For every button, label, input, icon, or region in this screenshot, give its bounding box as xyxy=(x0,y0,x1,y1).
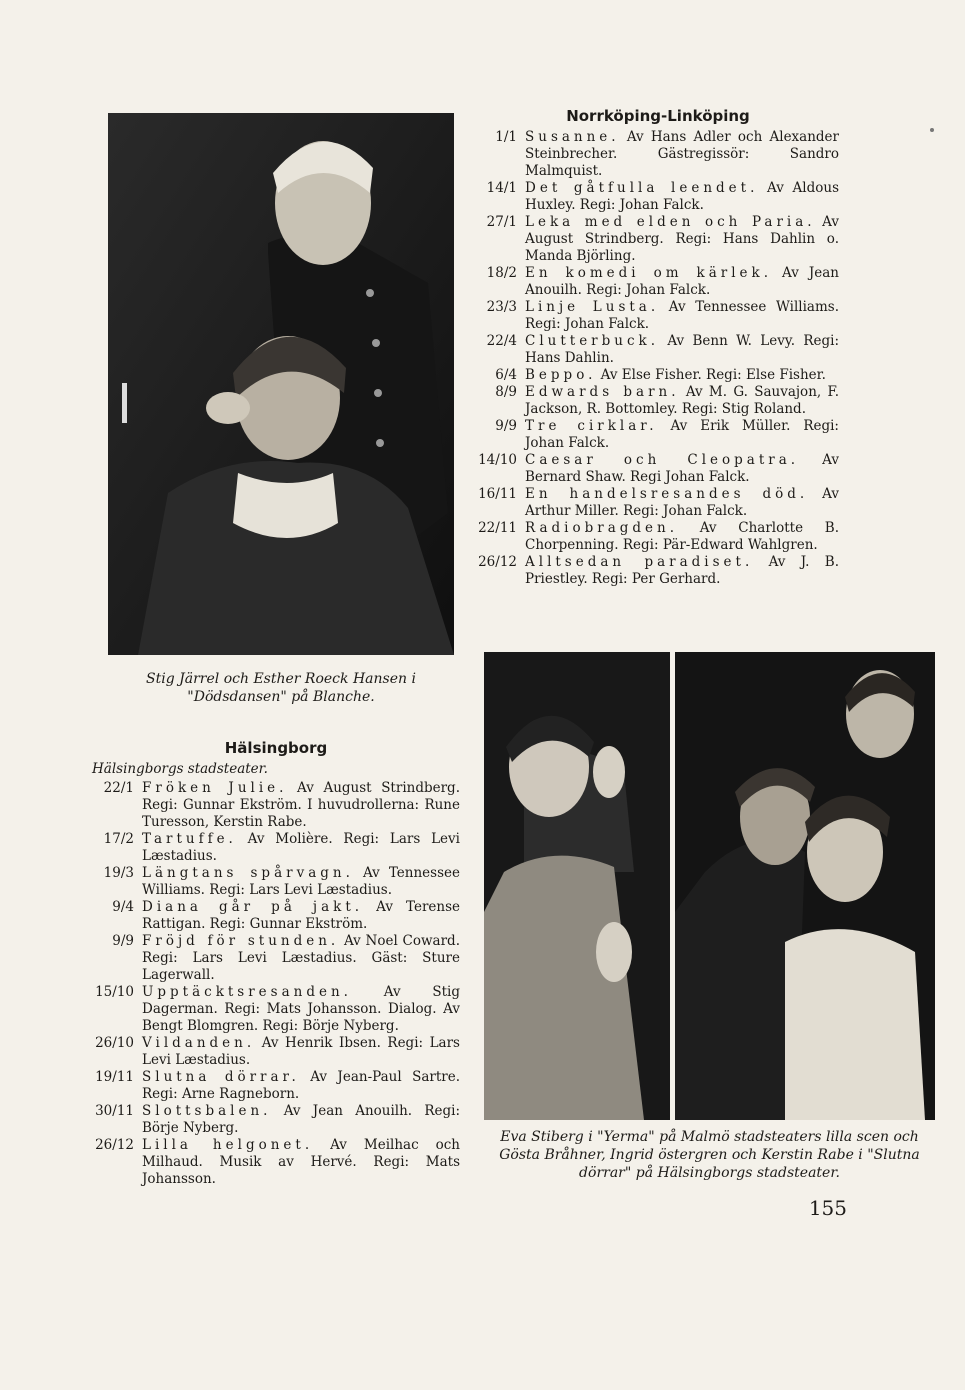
entry-date: 9/9 xyxy=(112,933,134,949)
entry-date: 14/10 xyxy=(478,452,517,468)
caption-yerma-slutna: Eva Stiberg i "Yerma" på Malmö stadsteaters lilla scen och Gösta Bråhner, Ingrid östergren och Kerstin Rabe i "Slutna dörrar" på Hälsingborgs stadsteater. xyxy=(499,1129,920,1181)
entry-list-halsingborg xyxy=(92,780,460,1188)
entry-title: Tartuffe. xyxy=(142,831,237,847)
production-entry xyxy=(92,780,460,831)
entry-details: Av Molière. Regi: Lars Levi Læstadius. xyxy=(142,831,460,864)
entry-text xyxy=(525,265,839,299)
entry-date: 26/12 xyxy=(95,1137,134,1153)
production-entry xyxy=(477,333,839,367)
entry-title: Lilla helgonet. xyxy=(142,1137,314,1153)
entry-text xyxy=(525,520,839,554)
production-entry xyxy=(92,1137,460,1188)
entry-text xyxy=(142,1137,460,1188)
entry-title: Upptäcktsresanden. xyxy=(142,984,352,1000)
entry-title: En komedi om kärlek. xyxy=(525,265,773,281)
entry-text xyxy=(525,180,839,214)
speck xyxy=(930,128,934,132)
section-norrkoping xyxy=(477,108,839,588)
production-entry xyxy=(477,486,839,520)
entry-date: 1/1 xyxy=(495,129,517,145)
production-entry xyxy=(477,129,839,180)
production-entry xyxy=(477,265,839,299)
subheading-halsingborg: Hälsingborgs stadsteater. xyxy=(92,761,268,777)
entry-title: Slutna dörrar. xyxy=(142,1069,300,1085)
entry-title: Vildanden. xyxy=(142,1035,256,1051)
production-entry xyxy=(92,1103,460,1137)
entry-details: Av Henrik Ibsen. Regi: Lars Levi Læstadius. xyxy=(142,1035,460,1068)
entry-date: 26/10 xyxy=(95,1035,134,1051)
entry-text xyxy=(525,129,839,180)
entry-details: Av J. B. Priestley. Regi: Per Gerhard. xyxy=(525,554,839,587)
entry-details: Av Terense Rattigan. Regi: Gunnar Ekström. xyxy=(142,899,460,932)
entry-title: Beppo. xyxy=(525,367,597,383)
section-halsingborg xyxy=(92,740,460,1188)
entry-details: Av August Strindberg. Regi: Gunnar Ekström. I huvudrollerna: Rune Turesson, Kerstin Rabe. xyxy=(142,780,460,830)
entry-details: Av Jean-Paul Sartre. Regi: Arne Ragneborn. xyxy=(142,1069,460,1102)
entry-date: 9/4 xyxy=(112,899,134,915)
entry-text xyxy=(525,554,839,588)
entry-title: Fröjd för stunden. xyxy=(142,933,340,949)
entry-date: 19/3 xyxy=(103,865,134,881)
production-entry xyxy=(477,367,839,384)
entry-text xyxy=(142,865,460,899)
entry-text xyxy=(525,299,839,333)
entry-text xyxy=(525,214,839,265)
entry-title: Tre cirklar. xyxy=(525,418,658,434)
caption-dodsdansen: Stig Järrel och Esther Roeck Hansen i "Dödsdansen" på Blanche. xyxy=(146,671,416,705)
entry-title: En handelsresandes död. xyxy=(525,486,809,502)
production-entry xyxy=(477,554,839,588)
entry-text xyxy=(525,333,839,367)
entry-text xyxy=(142,984,460,1035)
entry-details: Av Stig Dagerman. Regi: Mats Johansson. Dialog. Av Bengt Blomgren. Regi: Börje Nyberg. xyxy=(142,984,460,1034)
entry-details: Av August Strindberg. Regi: Hans Dahlin o. Manda Björling. xyxy=(525,214,840,264)
production-entry xyxy=(477,299,839,333)
entry-text xyxy=(142,933,460,984)
entry-title: Fröken Julie. xyxy=(142,780,288,796)
entry-date: 22/4 xyxy=(486,333,517,349)
page-number: 155 xyxy=(808,1196,847,1220)
entry-date: 27/1 xyxy=(486,214,517,230)
entry-date: 6/4 xyxy=(495,367,517,383)
entry-text xyxy=(142,899,460,933)
entry-title: Leka med elden och Paria. xyxy=(525,214,816,230)
entry-title: Det gåtfulla leendet. xyxy=(525,180,759,196)
entry-date: 26/12 xyxy=(478,554,517,570)
entry-text xyxy=(525,418,839,452)
production-entry xyxy=(92,1069,460,1103)
production-entry xyxy=(477,520,839,554)
production-entry xyxy=(477,384,839,418)
entry-details: Av M. G. Sauvajon, F. Jackson, R. Bottomley. Regi: Stig Roland. xyxy=(525,384,840,417)
entry-date: 19/11 xyxy=(95,1069,134,1085)
entry-details: Av Tennessee Williams. Regi: Lars Levi Læstadius. xyxy=(142,865,460,898)
entry-date: 18/2 xyxy=(486,265,517,281)
entry-details: Av Arthur Miller. Regi: Johan Falck. xyxy=(525,486,839,519)
entry-text xyxy=(142,1103,460,1137)
entry-date: 14/1 xyxy=(486,180,517,196)
production-entry xyxy=(477,180,839,214)
entry-details: Av Bernard Shaw. Regi Johan Falck. xyxy=(525,452,839,485)
entry-date: 16/11 xyxy=(478,486,517,502)
heading-halsingborg: Hälsingborg xyxy=(224,739,328,757)
production-entry xyxy=(92,933,460,984)
entry-details: Av Jean Anouilh. Regi: Johan Falck. xyxy=(525,265,839,298)
production-entry xyxy=(92,984,460,1035)
entry-title: Susanne. xyxy=(525,129,620,145)
production-entry xyxy=(477,452,839,486)
entry-text xyxy=(142,780,460,831)
entry-date: 15/10 xyxy=(95,984,134,1000)
entry-details: Av Noel Coward. Regi: Lars Levi Læstadius. Gäst: Sture Lagerwall. xyxy=(142,933,460,983)
entry-title: Caesar och Cleopatra. xyxy=(525,452,800,468)
entry-details: Av Tennessee Williams. Regi: Johan Falck. xyxy=(525,299,839,332)
entry-date: 23/3 xyxy=(486,299,517,315)
entry-title: Slottsbalen. xyxy=(142,1103,272,1119)
entry-title: Alltsedan paradiset. xyxy=(525,554,754,570)
entry-date: 17/2 xyxy=(103,831,134,847)
entry-details: Av Aldous Huxley. Regi: Johan Falck. xyxy=(525,180,839,213)
entry-list-norrkoping xyxy=(477,129,839,588)
entry-date: 9/9 xyxy=(495,418,517,434)
entry-title: Edwards barn. xyxy=(525,384,680,400)
entry-details: Av Benn W. Levy. Regi: Hans Dahlin. xyxy=(525,333,839,366)
entry-title: Diana går på jakt. xyxy=(142,899,364,915)
entry-text xyxy=(525,452,839,486)
entry-title: Längtans spårvagn. xyxy=(142,865,354,881)
heading-norrkoping: Norrköping-Linköping xyxy=(566,107,750,125)
entry-details: Av Hans Adler och Alexander Steinbrecher. Gästregissör: Sandro Malmquist. xyxy=(525,129,839,179)
entry-details: Av Else Fisher. Regi: Else Fisher. xyxy=(596,367,826,383)
entry-title: Clutterbuck. xyxy=(525,333,660,349)
production-entry xyxy=(92,865,460,899)
entry-details: Av Erik Müller. Regi: Johan Falck. xyxy=(525,418,839,451)
entry-date: 22/1 xyxy=(103,780,134,796)
entry-text xyxy=(142,831,460,865)
photo-slutna-dorrar xyxy=(675,652,935,1120)
entry-date: 8/9 xyxy=(495,384,517,400)
entry-details: Av Jean Anouilh. Regi: Börje Nyberg. xyxy=(142,1103,460,1136)
production-entry xyxy=(92,1035,460,1069)
production-entry xyxy=(92,899,460,933)
entry-text xyxy=(142,1069,460,1103)
entry-text xyxy=(525,486,839,520)
entry-text xyxy=(142,1035,460,1069)
production-entry xyxy=(477,214,839,265)
photo-yerma xyxy=(484,652,670,1120)
photo-dodsdansen xyxy=(108,113,454,655)
production-entry xyxy=(477,418,839,452)
entry-text xyxy=(525,367,839,384)
production-entry xyxy=(92,831,460,865)
entry-details: Av Charlotte B. Chorpenning. Regi: Pär-Edward Wahlgren. xyxy=(525,520,839,553)
entry-date: 22/11 xyxy=(478,520,517,536)
entry-details: Av Meilhac och Milhaud. Musik av Hervé. Regi: Mats Johansson. xyxy=(142,1137,460,1187)
entry-title: Linje Lusta. xyxy=(525,299,660,315)
entry-title: Radiobragden. xyxy=(525,520,679,536)
entry-date: 30/11 xyxy=(95,1103,134,1119)
entry-text xyxy=(525,384,839,418)
